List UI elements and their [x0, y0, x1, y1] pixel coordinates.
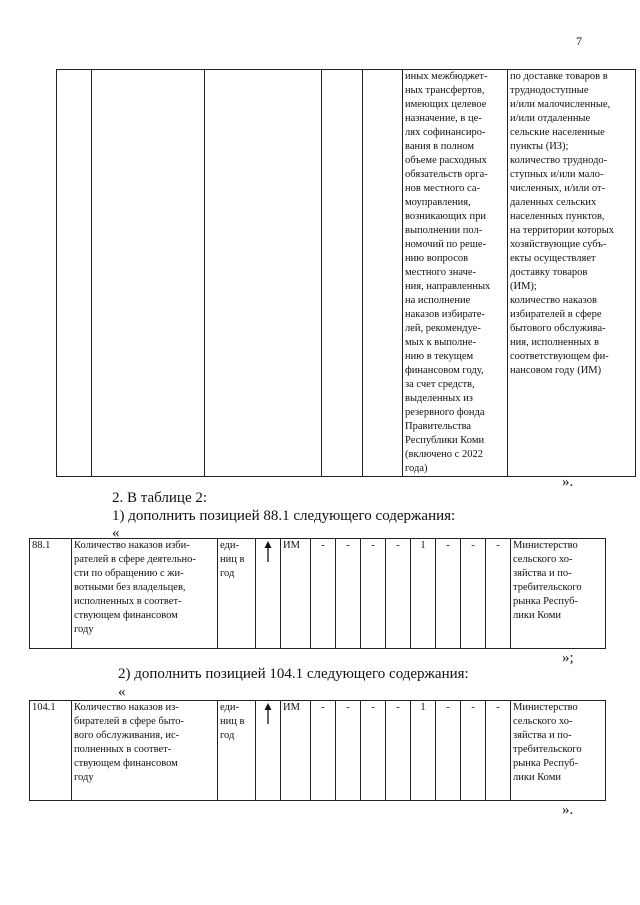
indicator-name: Количество наказов изби- рателей в сфере деятельно- сти по обращению с жи- вотными без владельцев, исполненных в соответ- ствующем финансовом году	[72, 539, 218, 649]
indicator-type: ИМ	[281, 539, 311, 649]
value-cell: -	[436, 539, 461, 649]
position-number: 104.1	[30, 701, 72, 801]
value-cell: 1	[411, 539, 436, 649]
empty-cell	[92, 70, 205, 477]
value-cell: -	[311, 539, 336, 649]
responsible-body: Министерство сельского хо- зяйства и по- требительского рынка Респуб- лики Коми	[511, 539, 606, 649]
unit-of-measure: еди- ниц в год	[218, 539, 256, 649]
responsible-body: Министерство сельского хо- зяйства и по- требительского рынка Респуб- лики Коми	[511, 701, 606, 801]
indicator-type: ИМ	[281, 701, 311, 801]
indicator-values-cell: по доставке товаров в труднодоступные и/или малочисленные, и/или отдаленные сельские населенные пункты (ИЗ); количество труднодо- ступных и/или мало- численных, и/или от- даленных сельских населенных пунктов, на территории которых хозяйствующие субъ- екты осуществляет доставку товаров (ИМ); количество наказов избирателей в сфере бытового обслужива- ния, исполненных в соответствующем фи- нансовом году (ИМ)	[508, 70, 636, 477]
position-88-1-table	[29, 538, 606, 649]
arrow-up-icon	[263, 703, 273, 725]
opening-quote: «	[112, 525, 120, 541]
closing-quote: »;	[562, 650, 574, 666]
value-cell: -	[486, 539, 511, 649]
closing-quote: ».	[562, 474, 574, 490]
value-cell: -	[336, 539, 361, 649]
value-cell: -	[486, 701, 511, 801]
value-cell: -	[361, 539, 386, 649]
opening-quote: «	[118, 684, 126, 700]
direction-cell	[256, 539, 281, 649]
arrow-up-icon	[263, 541, 273, 563]
empty-cell	[363, 70, 403, 477]
value-cell: -	[436, 701, 461, 801]
unit-of-measure: еди- ниц в год	[218, 701, 256, 801]
value-cell: -	[386, 701, 411, 801]
value-cell: -	[461, 539, 486, 649]
empty-cell	[205, 70, 322, 477]
paragraph-item-2: 2) дополнить позицией 104.1 следующего содержания:	[118, 666, 469, 682]
value-cell: -	[336, 701, 361, 801]
value-cell: -	[461, 701, 486, 801]
value-cell: 1	[411, 701, 436, 801]
value-cell: -	[386, 539, 411, 649]
indicator-name: Количество наказов из- бирателей в сфере быто- вого обслуживания, ис- полненных в соответ- ствующем финансовом году	[72, 701, 218, 801]
paragraph-table-2: 2. В таблице 2:	[112, 490, 208, 506]
value-cell: -	[311, 701, 336, 801]
empty-cell	[57, 70, 92, 477]
value-cell: -	[361, 701, 386, 801]
position-number: 88.1	[30, 539, 72, 649]
paragraph-item-1: 1) дополнить позицией 88.1 следующего содержания:	[112, 508, 456, 524]
empty-cell	[322, 70, 363, 477]
indicator-description-cell: иных межбюджет- ных трансфертов, имеющих целевое назначение, в це- лях софинансиро- вания в полном объеме расходных обязательств орга- нов местного са- моуправления, возникающих при выполнении пол- номочий по реше- нию вопросов местного значе- ния, направленных на исполнение наказов избирате- лей, рекомендуе- мых к выполне- нию в текущем финансовом году, за счет средств, выделенных из резервного фонда Правительства Республики Коми (включено с 2022 года)	[403, 70, 508, 477]
position-104-1-table	[29, 700, 606, 801]
closing-quote: ».	[562, 802, 574, 818]
direction-cell	[256, 701, 281, 801]
continuation-table	[56, 69, 636, 477]
page-number: 7	[576, 34, 582, 48]
